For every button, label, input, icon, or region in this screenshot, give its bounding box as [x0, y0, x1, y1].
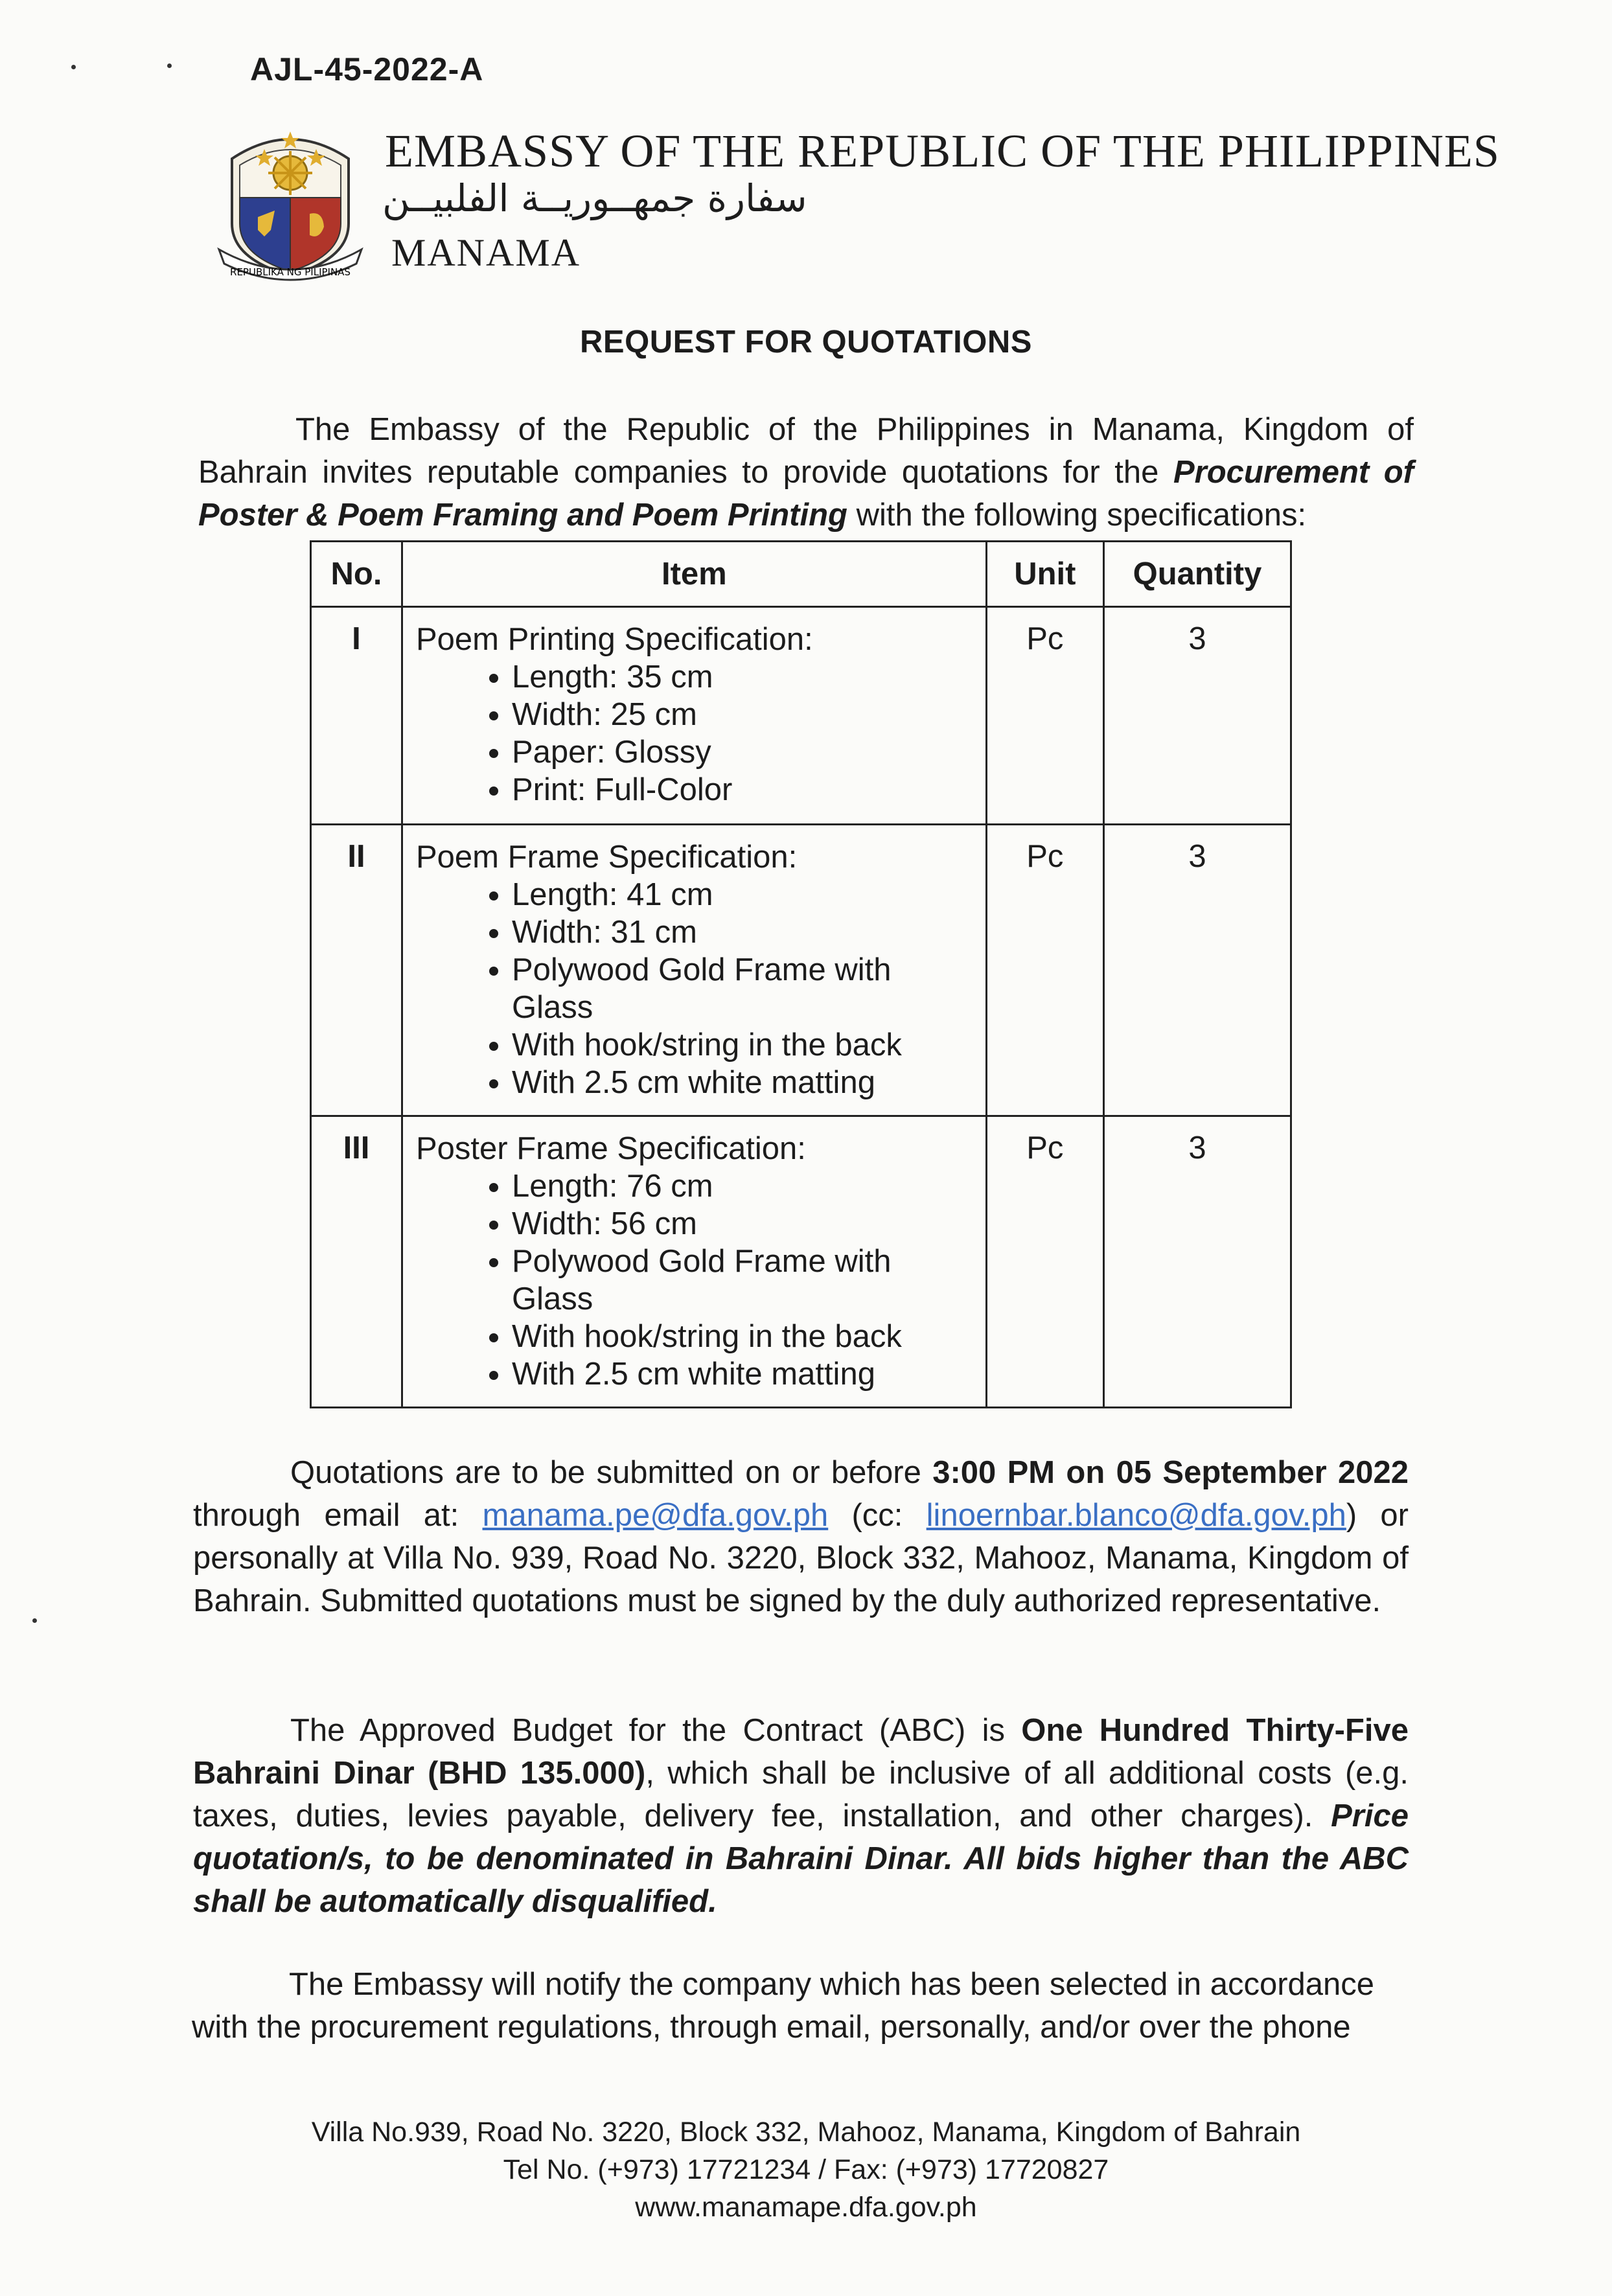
- cc-email-link[interactable]: linoernbar.blanco@dfa.gov.ph: [926, 1498, 1346, 1533]
- table-row: [311, 825, 1291, 1116]
- document-title: REQUEST FOR QUOTATIONS: [580, 325, 1032, 360]
- philippine-seal-icon: [213, 120, 368, 288]
- reference-number: AJL-45-2022-A: [250, 51, 484, 87]
- notify-paragraph: The Embassy will notify the company which has been selected in accordance with the procurement regulations, through email, personally, and/or over the phone: [192, 1967, 1375, 2045]
- footer-website[interactable]: www.manamape.dfa.gov.ph: [635, 2192, 977, 2223]
- spec-bullet: • Width: 56 cm: [512, 1205, 974, 1243]
- row-number: I: [311, 607, 402, 825]
- spec-bullet: • With hook/string in the back: [512, 1026, 974, 1064]
- quantity-cell: 3: [1103, 1116, 1291, 1408]
- scan-speck: [167, 63, 172, 68]
- spec-bullet: • Length: 41 cm: [512, 876, 974, 913]
- header-no: No.: [311, 542, 402, 607]
- footer-contact: Tel No. (+973) 17721234 / Fax: (+973) 17720827: [503, 2154, 1109, 2185]
- budget-amount: One Hundred Thirty-Five Bahraini Dinar (BHD 135.000): [193, 1713, 1409, 1791]
- quantity-cell: 3: [1103, 607, 1291, 825]
- item-cell: [402, 1116, 986, 1408]
- row-number: II: [311, 825, 402, 1116]
- quantity-cell: 3: [1103, 825, 1291, 1116]
- table-row: [311, 1116, 1291, 1408]
- header-quantity: Quantity: [1103, 542, 1291, 607]
- submission-paragraph: Quotations are to be submitted on or before 3:00 PM on 05 September 2022 through email at: manama.pe@dfa.gov.ph (cc: linoernbar.blanco@dfa.gov.ph) or personally at Villa No. 939, Road No. 3220, Block 332, Mahooz, Manama, Kingdom of Bahrain. Submitted quotations must be signed by the duly authorized representative.: [193, 1455, 1409, 1618]
- unit-cell: Pc: [986, 1116, 1103, 1408]
- item-cell: [402, 607, 986, 825]
- budget-paragraph: The Approved Budget for the Contract (ABC) is One Hundred Thirty-Five Bahraini Dinar (BHD 135.000), which shall be inclusive of all additional costs (e.g. taxes, duties, levies payable, delivery fee, installation, and other charges). Price quotation/s, to be denominated in Bahraini Dinar. All bids higher than the ABC shall be automatically disqualified.: [193, 1713, 1409, 1919]
- footer-address: Villa No.939, Road No. 3220, Block 332, Mahooz, Manama, Kingdom of Bahrain: [311, 2117, 1301, 2148]
- row-number: III: [311, 1116, 402, 1408]
- email-link[interactable]: manama.pe@dfa.gov.ph: [482, 1498, 829, 1533]
- item-cell: [402, 825, 986, 1116]
- procurement-subject: Procurement of Poster & Poem Framing and Poem Printing: [198, 455, 1414, 533]
- table-header-row: [311, 542, 1291, 607]
- spec-bullet: • With 2.5 cm white matting: [512, 1355, 974, 1393]
- item-title: Poem Frame Specification:: [415, 840, 798, 875]
- unit-cell: Pc: [986, 607, 1103, 825]
- spec-bullet: • Polywood Gold Frame with Glass: [512, 1243, 974, 1318]
- spec-bullet: • Width: 31 cm: [512, 913, 974, 951]
- spec-bullet: • Width: 25 cm: [512, 696, 974, 733]
- item-title: Poster Frame Specification:: [415, 1131, 806, 1166]
- embassy-name-arabic: سفارة جمهــوريــة الفلبيــن: [382, 176, 807, 220]
- specifications-table: [310, 540, 1292, 1408]
- spec-bullet: • Length: 76 cm: [512, 1167, 974, 1205]
- seal-text: REPUBLIKA NG PILIPINAS: [230, 266, 351, 278]
- footer: [0, 2113, 1612, 2226]
- intro-paragraph: The Embassy of the Republic of the Philippines in Manama, Kingdom of Bahrain invites reputable companies to provide quotations for the Procurement of Poster & Poem Framing and Poem Printing with the following specifications:: [198, 412, 1414, 533]
- disqualification-notice: Price quotation/s, to be denominated in Bahraini Dinar. All bids higher than the ABC shall be automatically disqualified.: [193, 1798, 1409, 1919]
- item-title: Poem Printing Specification:: [415, 622, 813, 657]
- spec-bullet: • Polywood Gold Frame with Glass: [512, 951, 974, 1026]
- spec-bullet: • With hook/string in the back: [512, 1318, 974, 1355]
- deadline: 3:00 PM on 05 September 2022: [932, 1455, 1409, 1490]
- spec-bullet: • Length: 35 cm: [512, 658, 974, 696]
- scan-speck: [32, 1618, 37, 1623]
- header-unit: Unit: [986, 542, 1103, 607]
- embassy-name: EMBASSY OF THE REPUBLIC OF THE PHILIPPINES: [385, 125, 1500, 177]
- header-item: Item: [402, 542, 986, 607]
- scan-speck: [71, 65, 76, 69]
- spec-bullet: • Print: Full-Color: [512, 771, 974, 809]
- spec-bullet: • With 2.5 cm white matting: [512, 1064, 974, 1101]
- spec-bullet: • Paper: Glossy: [512, 733, 974, 771]
- embassy-city: MANAMA: [391, 231, 581, 274]
- unit-cell: Pc: [986, 825, 1103, 1116]
- table-row: [311, 607, 1291, 825]
